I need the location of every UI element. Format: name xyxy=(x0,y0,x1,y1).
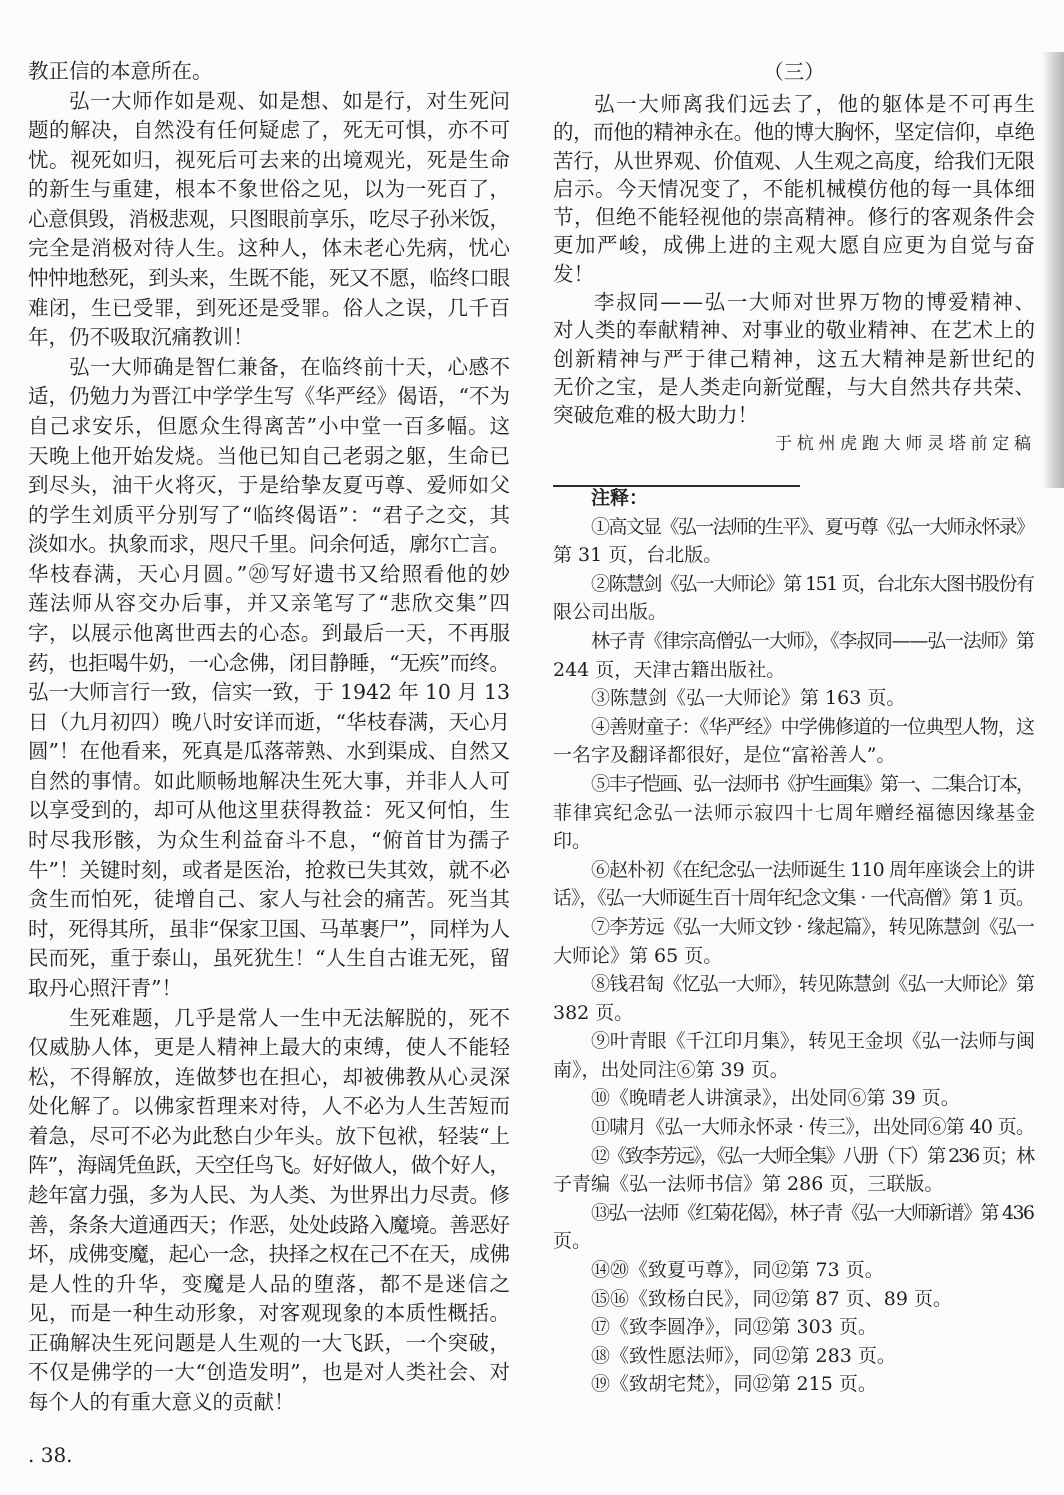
body-text-line: 日（九月初四）晚八时安详而逝，“华枝春满，天心月 xyxy=(28,709,510,734)
paragraph xyxy=(553,90,1035,288)
signature-line: 于杭州虎跑大师灵塔前定稿 xyxy=(775,434,1036,454)
paragraph xyxy=(28,87,510,353)
note-item xyxy=(553,713,1035,770)
note-item xyxy=(553,1199,1035,1256)
note-line: 话》，《弘一大师诞生百十周年纪念文集 · 一代高僧》第 1 页。 xyxy=(553,887,1034,910)
body-text-line: 见，而是一种生动形象，对客观现象的本质性概括。 xyxy=(28,1301,511,1326)
note-line: ③陈慧剑《弘一大师论》第 163 页。 xyxy=(591,687,906,710)
body-text-line: 难闭，生已受罪，到死还是受罪。俗人之误，几千百 xyxy=(28,295,511,320)
body-text-line: 心意俱毁，消极悲观，只图眼前享乐，吃尽子孙米饭， xyxy=(28,206,510,231)
note-line: 页。 xyxy=(553,1230,592,1253)
note-line: ⑫《致李芳远》，《弘一大师全集》八册（下）第 236 页；林 xyxy=(591,1144,1033,1167)
body-text-line: 善，条条大道通西天；作恶，处处歧路入魔境。善恶好 xyxy=(28,1212,510,1237)
body-text-line: 忧。视死如归，视死后可去来的出境观光，死是生命 xyxy=(28,147,511,172)
note-line: ②陈慧剑《弘一大师论》第 151 页，台北东大图书股份有 xyxy=(591,572,1034,595)
note-line: 印。 xyxy=(553,830,592,853)
note-item xyxy=(553,627,1035,684)
note-item xyxy=(553,1342,1035,1371)
body-text-line: 圆”！在他看来，死真是瓜落蒂熟、水到渠成、自然又 xyxy=(28,739,510,764)
body-text-line: 处化解了。以佛家哲理来对待，人不必为人生苦短而 xyxy=(28,1094,511,1119)
body-text-line: 牛”！关键时刻，或者是医治，抢救已失其效，就不必 xyxy=(28,857,510,882)
body-text-line: 莲法师从容交办后事，并又亲笔写了“悲欣交集”四 xyxy=(28,591,512,616)
body-text-line: 弘一大师作如是观、如是想、如是行，对生死问 xyxy=(69,88,511,113)
paragraph xyxy=(28,1004,510,1418)
body-text-line: 教正信的本意所在。 xyxy=(28,59,213,83)
notes-section xyxy=(553,484,1035,1399)
note-line: ⑲《致胡宅梵》，同⑫第 215 页。 xyxy=(591,1373,877,1396)
body-text-line: 阵”，海阔凭鱼跃，天空任鸟飞。好好做人，做个好人， xyxy=(28,1153,510,1178)
body-text-line: 发！ xyxy=(553,261,594,286)
paragraph xyxy=(553,288,1035,429)
body-text-line: 适，仍勉力为晋江中学学生写《华严经》偈语，“不为 xyxy=(28,384,510,409)
note-line: ⑬弘一法师《红菊花偈》，林子青《弘一大师新谱》第 436 xyxy=(591,1201,1034,1224)
body-text-line: 坏，成佛变魔，起心一念，抉择之权在己不在天，成佛 xyxy=(28,1242,510,1267)
section-heading: （三） xyxy=(763,60,825,84)
note-item xyxy=(553,1256,1035,1285)
body-text-line: 松，不得解放，连做梦也在担心，却被佛教从心灵深 xyxy=(28,1064,511,1089)
body-text-line: 弘一大师确是智仁兼备，在临终前十天，心感不 xyxy=(69,354,511,379)
body-text-line: 药，也拒喝牛奶，一心念佛，闭目静睡，“无疾”而终。 xyxy=(28,650,510,675)
note-line: ⑨叶青眼《千江印月集》，转见王金坝《弘一法师与闽 xyxy=(591,1030,1035,1053)
body-text-line: 时尽我形骸，为众生利益奋斗不息，“俯首甘为孺子 xyxy=(28,828,511,853)
body-text-line: 是人性的升华，变魔是人品的堕落，都不是迷信之 xyxy=(28,1271,512,1296)
paragraph xyxy=(28,57,510,87)
body-text-line: 自然的事情。如此顺畅地解决生死大事，并非人人可 xyxy=(28,768,511,793)
note-line: ⑪啸月《弘一大师永怀录 · 传三》，出处同⑥第 40 页。 xyxy=(591,1116,1035,1139)
note-item xyxy=(553,1285,1035,1314)
note-item xyxy=(553,1113,1035,1142)
note-item xyxy=(553,1313,1035,1342)
body-text-line: 趁年富力强，多为人民、为人类、为世界出力尽责。修 xyxy=(28,1182,510,1207)
body-text-line: 无价之宝，是人类走向新觉醒，与大自然共存共荣、 xyxy=(553,374,1036,399)
body-text-line: 淡如水。执象而求，咫尺千里。问余何适，廓尔亡言。 xyxy=(28,532,510,557)
body-text-line: 对人类的奉献精神、对事业的敬业精神、在艺术上的 xyxy=(553,318,1036,343)
note-line: ⑱《致性愿法师》，同⑫第 283 页。 xyxy=(591,1344,896,1367)
note-line: ⑤丰子恺画、弘一法师书《护生画集》第一、二集合订本， xyxy=(591,772,1033,795)
body-text-line: 正确解决生死问题是人生观的一大飞跃，一个突破， xyxy=(28,1330,511,1355)
body-text-line: 苦行，从世界观、价值观、人生观之高度，给我们无限 xyxy=(553,148,1035,173)
body-text-line: 突破危难的极大助力！ xyxy=(553,403,758,428)
body-text-line: 启示。今天情况变了，不能机械模仿他的每一具体细 xyxy=(553,176,1036,201)
body-text-line: 天晚上他开始发烧。当他已知自己老弱之躯，生命已 xyxy=(28,443,511,468)
note-line: ①高文显《弘一法师的生平》、夏丏尊《弘一大师永怀录》 xyxy=(591,515,1034,538)
note-line: 382 页。 xyxy=(553,1001,634,1024)
body-text-line: 更加严峻，成佛上进的主观大愿自应更为自觉与奋 xyxy=(553,233,1037,258)
note-item xyxy=(553,856,1035,913)
body-text-line: 字，以展示他离世西去的心态。到最后一天，不再服 xyxy=(28,620,511,645)
body-text-line: 以享受到的，却可从他这里获得教益：死又何怕，生 xyxy=(28,798,511,823)
note-line: 南》，出处同注⑥第 39 页。 xyxy=(553,1058,789,1081)
note-line: ⑰《致李圆净》，同⑫第 303 页。 xyxy=(591,1316,877,1339)
right-column xyxy=(553,90,1035,430)
note-line: ④善财童子：《华严经》中学佛修道的一位典型人物，这 xyxy=(591,715,1035,738)
note-item xyxy=(553,913,1035,970)
body-text-line: 节，但绝不能轻视他的崇高精神。修行的客观条件会 xyxy=(553,205,1036,230)
note-line: ⑮⑯《致杨白民》，同⑫第 87 页、89 页。 xyxy=(591,1287,952,1310)
note-line: 第 31 页，台北版。 xyxy=(553,544,723,567)
body-text-line: 每个人的有重大意义的贡献！ xyxy=(28,1390,295,1415)
body-text-line: 到尽头，油干火将灭，于是给挚友夏丏尊、爱师如父 xyxy=(28,473,511,498)
body-text-line: 取丹心照汗青”！ xyxy=(28,975,182,1000)
note-line: ⑥赵朴初《在纪念弘一法师诞生 110 周年座谈会上的讲 xyxy=(591,858,1035,881)
note-item xyxy=(553,1027,1035,1084)
scan-edge-shadow xyxy=(1042,52,1064,488)
note-line: 一名字及翻译都很好，是位“富裕善人”。 xyxy=(553,744,896,767)
note-item xyxy=(553,1142,1035,1199)
note-line: ⑦李芳远《弘一大师文钞 · 缘起篇》，转见陈慧剑《弘一 xyxy=(591,915,1035,938)
note-line: 大师论》第 65 页。 xyxy=(553,944,723,967)
note-item xyxy=(553,770,1035,856)
body-text-line: 弘一大师离我们远去了，他的躯体是不可再生 xyxy=(594,92,1037,116)
note-line: 244 页，天津古籍出版社。 xyxy=(553,658,786,681)
note-line: ⑭⑳《致夏丏尊》，同⑫第 73 页。 xyxy=(591,1259,884,1282)
body-text-line: 自己求安乐，但愿众生得离苦”小中堂一百多幅。这 xyxy=(28,413,511,438)
body-text-line: 华枝春满，天心月圆。”⑳写好遗书又给照看他的妙 xyxy=(28,561,512,586)
page-number: . 38. xyxy=(28,1443,73,1467)
body-text-line: 年，仍不吸取沉痛教训！ xyxy=(28,325,254,350)
body-text-line: 民而死，重于泰山，虽死犹生！“人生自古谁无死，留 xyxy=(28,946,510,971)
note-item xyxy=(553,513,1035,570)
note-item xyxy=(553,1084,1035,1113)
note-line: ⑩《晚晴老人讲演录》，出处同⑥第 39 页。 xyxy=(591,1087,960,1110)
body-text-line: 题的解决，自然没有任何疑虑了，死无可惧，亦不可 xyxy=(28,118,511,143)
note-line: 林子青《律宗高僧弘一大师》，《李叔同——弘一法师》第 xyxy=(591,629,1034,652)
note-item xyxy=(553,1370,1035,1399)
note-line: ⑧钱君匋《忆弘一大师》，转见陈慧剑《弘一大师论》第 xyxy=(591,973,1035,996)
body-text-line: 的新生与重建，根本不象世俗之见，以为一死百了， xyxy=(28,177,511,202)
body-text-line: 创新精神与严于律己精神，这五大精神是新世纪的 xyxy=(553,346,1037,371)
body-text-line: 忡忡地愁死，到头来，生既不能，死又不愿，临终口眼 xyxy=(28,266,510,291)
body-text-line: 完全是消极对待人生。这种人，体未老心先病，忧心 xyxy=(28,236,511,261)
body-text-line: 不仅是佛学的一大“创造发明”，也是对人类社会、对 xyxy=(28,1360,511,1385)
notes-heading: 注释： xyxy=(591,487,649,509)
body-text-line: 着急，尽可不必为此愁白少年头。放下包袱，轻装“上 xyxy=(28,1123,510,1148)
note-line: 菲律宾纪念弘一法师示寂四十七周年赠经福德因缘基金 xyxy=(553,801,1037,824)
body-text-line: 贪生而怕死，徒增自己、家人与社会的痛苦。死当其 xyxy=(28,887,511,912)
note-item xyxy=(553,684,1035,713)
note-item xyxy=(553,970,1035,1027)
body-text-line: 的，而他的精神永在。他的博大胸怀，坚定信仰，卓绝 xyxy=(553,120,1035,145)
left-column xyxy=(28,57,510,1418)
note-line: 限公司出版。 xyxy=(553,601,668,624)
body-text-line: 时，死得其所，虽非“保家卫国、马革裹尸”，同样为人 xyxy=(28,916,510,941)
body-text-line: 仅威胁人体，更是人精神上最大的束缚，使人不能轻 xyxy=(28,1035,511,1060)
note-line: 子青编《弘一法师书信》第 286 页，三联版。 xyxy=(553,1173,944,1196)
paragraph xyxy=(28,353,510,1004)
body-text-line: 弘一大师言行一致，信实一致，于 1942 年 10 月 13 xyxy=(28,680,510,705)
note-item xyxy=(553,570,1035,627)
body-text-line: 的学生刘质平分别写了“临终偈语”：“君子之交，其 xyxy=(28,502,511,527)
body-text-line: 李叔同——弘一大师对世界万物的博爱精神、 xyxy=(594,290,1037,315)
body-text-line: 生死难题，几乎是常人一生中无法解脱的，死不 xyxy=(69,1005,511,1030)
